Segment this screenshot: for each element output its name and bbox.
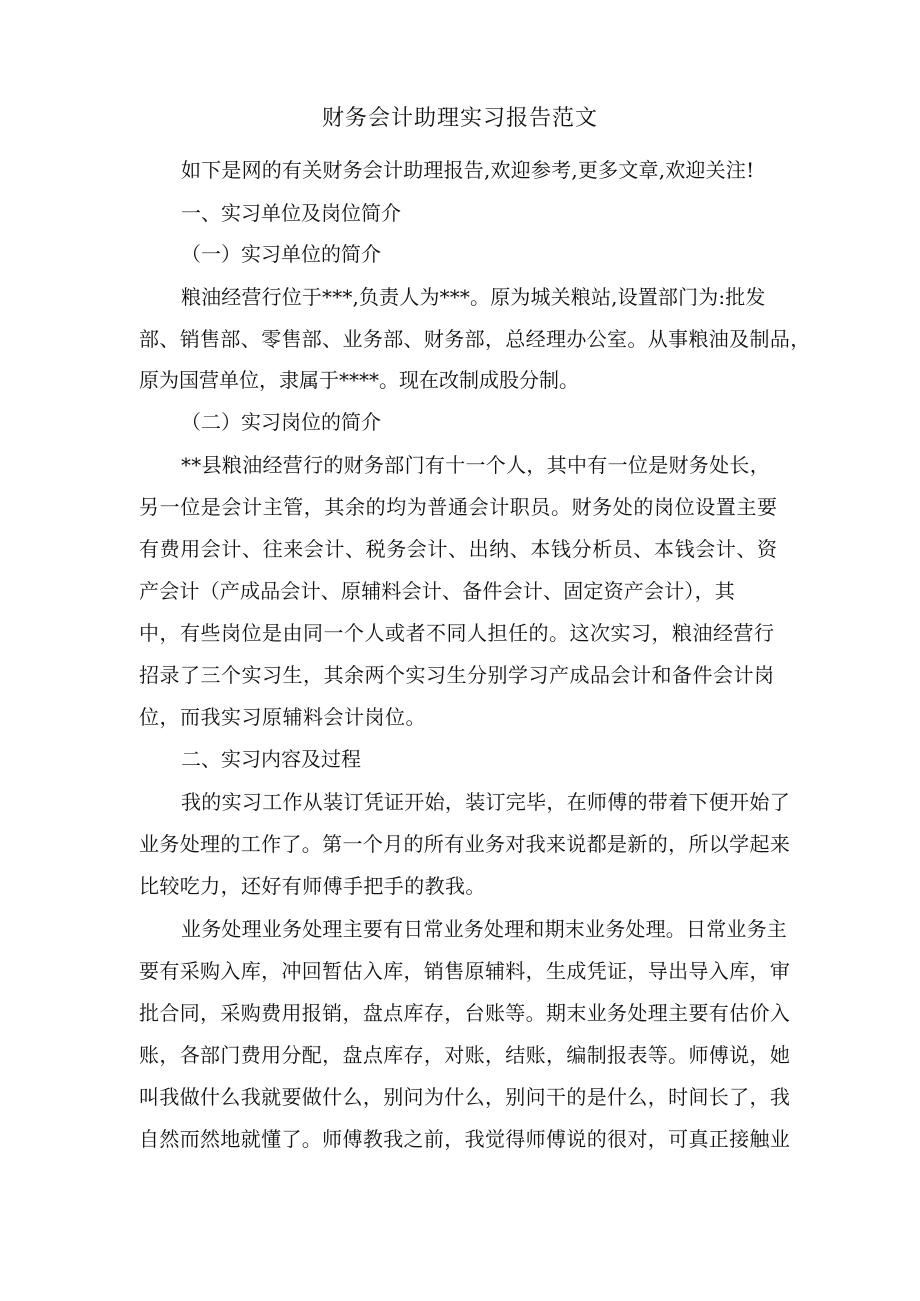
- paragraph-line: 账，各部门费用分配，盘点库存，对账，结账，编制报表等。师傅说，她: [139, 1043, 791, 1067]
- document-title: 财务会计助理实习报告范文: [321, 106, 598, 131]
- intro-line: 如下是网的有关财务会计助理报告,欢迎参考,更多文章,欢迎关注!: [181, 158, 755, 182]
- paragraph-line: 业务处理的工作了。第一个月的所有业务对我来说都是新的，所以学起来: [139, 832, 791, 856]
- paragraph-line: 比较吃力，还好有师傅手把手的教我。: [139, 874, 486, 898]
- paragraph-line: 粮油经营行位于***,负责人为***。原为城关粮站,设置部门为:批发: [181, 285, 766, 309]
- paragraph-line: **县粮油经营行的财务部门有十一个人，其中有一位是财务处长，: [181, 453, 770, 477]
- paragraph-line: 业务处理业务处理主要有日常业务处理和期末业务处理。日常业务主: [181, 917, 787, 941]
- paragraph-line: 另一位是会计主管，其余的均为普通会计职员。财务处的岗位设置主要: [139, 495, 778, 519]
- section-heading-1: 一、实习单位及岗位简介: [181, 201, 401, 225]
- paragraph-line: 我的实习工作从装订凭证开始，装订完毕，在师傅的带着下便开始了: [181, 790, 790, 814]
- paragraph-line: 招录了三个实习生，其余两个实习生分别学习产成品会计和备件会计岗: [139, 663, 775, 687]
- section-heading-2: 二、实习内容及过程: [181, 747, 361, 771]
- paragraph-line: 原为国营单位，隶属于****。现在改制成股分制。: [139, 368, 579, 392]
- paragraph-line: 位，而我实习原辅料会计岗位。: [139, 705, 426, 729]
- paragraph-line: 要有采购入库，冲回暂估入库，销售原辅料，生成凭证，导出导入库，审: [139, 959, 791, 983]
- paragraph-line: 批合同，采购费用报销，盘点库存，台账等。期末业务处理主要有估价入: [139, 1001, 791, 1025]
- paragraph-line: 中，有些岗位是由同一个人或者不同人担任的。这次实习，粮油经营行: [139, 621, 775, 645]
- paragraph-line: 叫我做什么我就要做什么，别问为什么，别问干的是什么，时间长了，我: [139, 1085, 791, 1109]
- paragraph-line: 部、销售部、零售部、业务部、财务部，总经理办公室。从事粮油及制品，: [139, 327, 811, 351]
- subsection-heading-1: （一）实习单位的简介: [181, 242, 381, 266]
- paragraph-line: 产会计（产成品会计、原辅料会计、备件会计、固定资产会计），其: [139, 579, 735, 603]
- subsection-heading-2: （二）实习岗位的简介: [181, 410, 381, 434]
- paragraph-line: 有费用会计、往来会计、税务会计、出纳、本钱分析员、本钱会计、资: [139, 537, 778, 561]
- paragraph-line: 自然而然地就懂了。师傅教我之前，我觉得师傅说的很对，可真正接触业: [139, 1127, 791, 1151]
